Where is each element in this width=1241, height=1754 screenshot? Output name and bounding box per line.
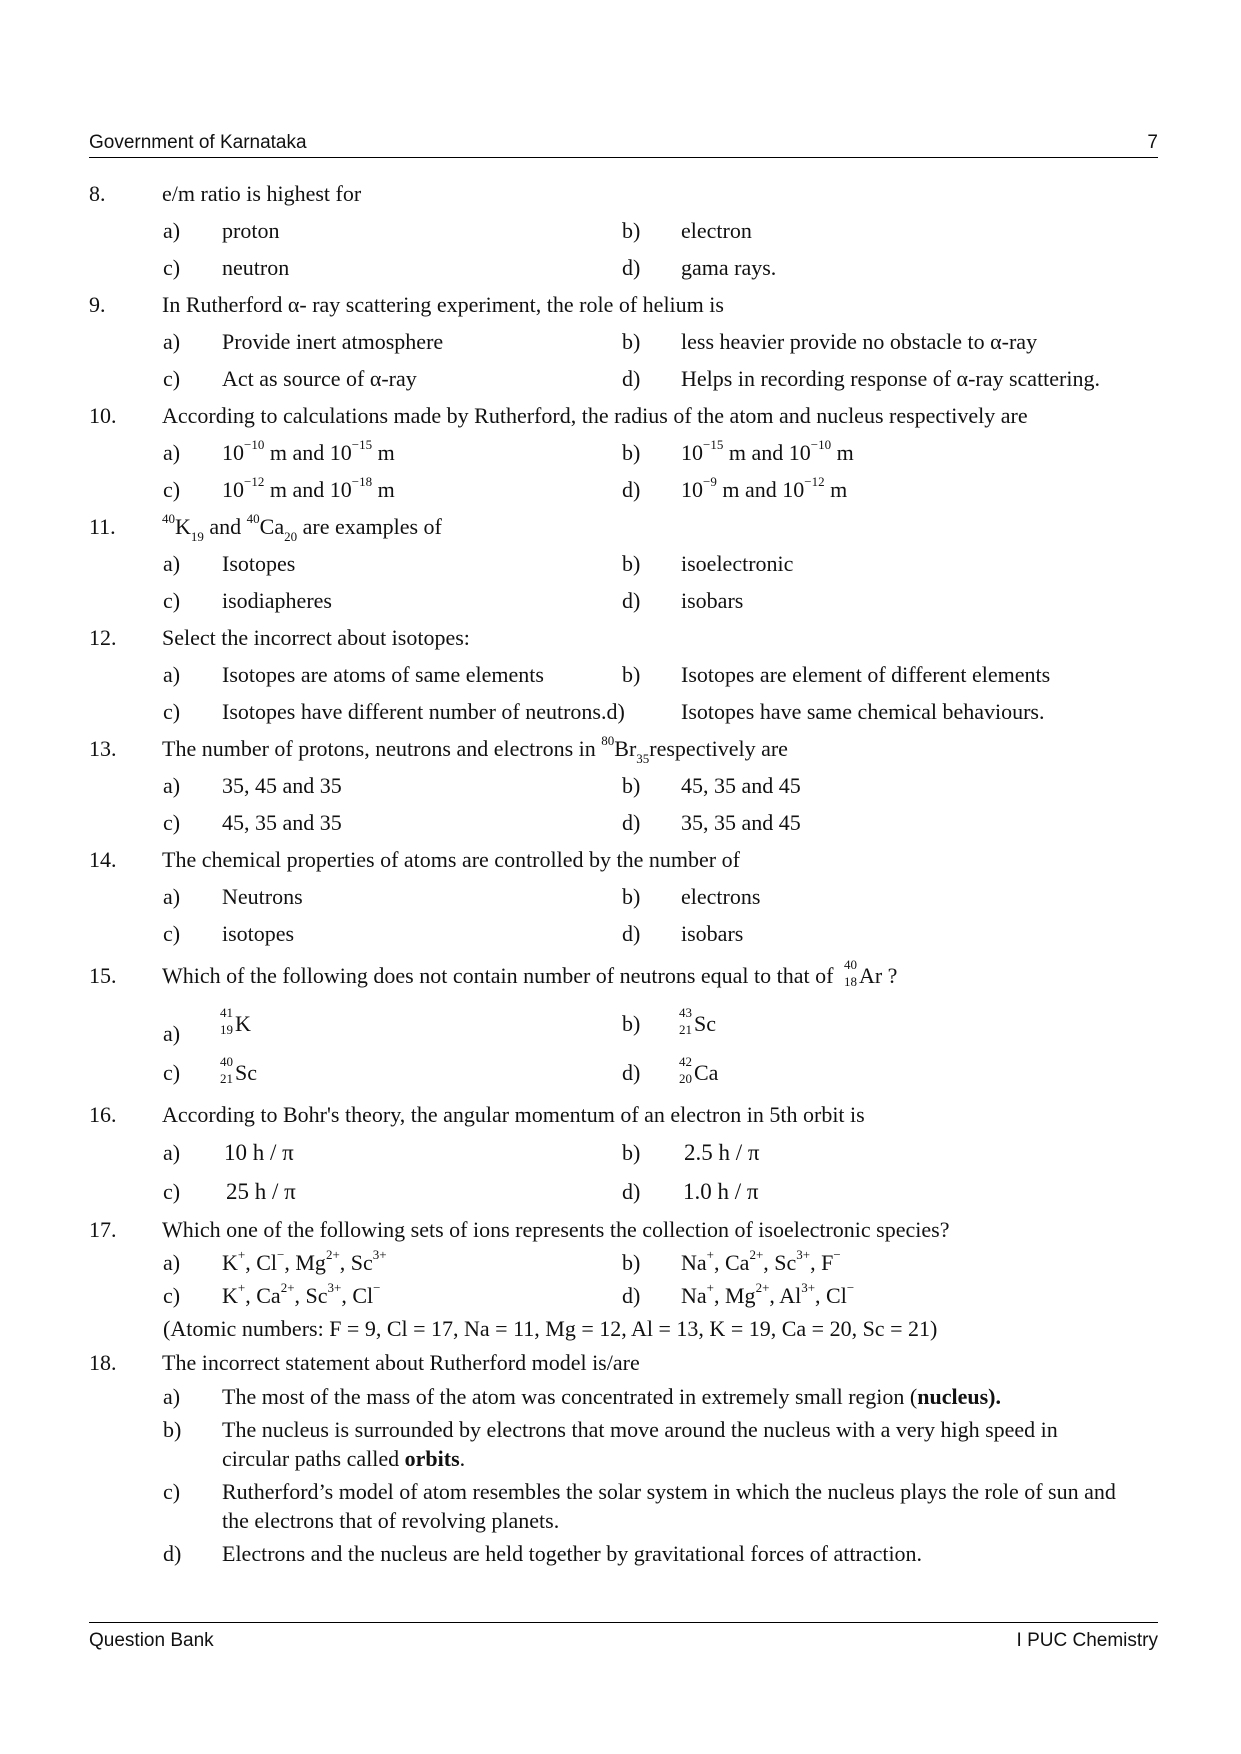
nuclide-ar: 40 18 [843, 957, 857, 989]
header-title: Government of Karnataka [89, 132, 307, 153]
question-8 [89, 180, 1159, 208]
question-number: 15. [89, 963, 117, 988]
page-number: 7 [1147, 132, 1158, 153]
footer-rule [89, 1622, 1158, 1623]
header-rule [89, 157, 1158, 158]
question-number: 18. [89, 1350, 117, 1375]
options-15: a) 41 19 K b) 43 21 Sc c) 40 21 Sc d) 42 20 Ca [163, 1005, 719, 1086]
question-text: The incorrect statement about Rutherford model is/are [162, 1350, 640, 1375]
question-text: The number of protons, neutrons and electrons in $^{80}Br_{35}respectively$ are [162, 732, 788, 767]
question-18 [89, 1349, 1159, 1377]
question-16 [89, 1101, 1159, 1129]
question-number: 8. [89, 181, 106, 206]
options-9: a) Provide inert atmosphere b) less heavier provide no obstacle to α-ray c) Act as source of α-ray d) Helps in recording response of α-ray scattering. [163, 329, 1100, 391]
footer-left: Question Bank [89, 1630, 214, 1651]
question-number: 11. [89, 514, 116, 539]
question-12 [89, 624, 1159, 652]
question-10 [89, 402, 1159, 430]
options-16: a) 10 h / π b) 2.5 h / π c) 25 h / π d) 1.0 h / π [163, 1140, 760, 1204]
option-c: c) Rutherford’s model of atom resembles the solar system in which the nucleus plays the role of sun and the electrons that of revolving planets. [163, 1479, 1116, 1533]
question-number: 9. [89, 292, 106, 317]
question-number: 13. [89, 736, 117, 761]
question-text: Which one of the following sets of ions represents the collection of isoelectronic species? [162, 1217, 950, 1242]
question-number: 10. [89, 403, 117, 428]
option-d: d) Electrons and the nucleus are held together by gravitational forces of attraction. [163, 1541, 923, 1566]
question-15 [89, 957, 1159, 990]
question-text: In Rutherford α- ray scattering experiment, the role of helium is [162, 292, 724, 317]
options-8: a) proton b) electron c) neutron d) gama rays. [163, 218, 777, 280]
footer-right: I PUC Chemistry [1016, 1630, 1158, 1651]
options-12: a) Isotopes are atoms of same elements b) Isotopes are element of different elements c) Isotopes have different number of neutrons.d) Isotopes have same chemical behaviours. [163, 662, 1051, 724]
question-14 [89, 846, 1159, 874]
question-text: Which of the following does not contain number of neutrons equal to that of 40 18 Ar ? [162, 957, 898, 989]
question-11 [89, 510, 1159, 545]
question-text: According to calculations made by Rutherford, the radius of the atom and nucleus respectively are [162, 403, 1028, 428]
question-number: 12. [89, 625, 117, 650]
question-list [89, 180, 1159, 1568]
question-text: According to Bohr's theory, the angular momentum of an electron in 5th orbit is [162, 1102, 865, 1127]
options-11: a) Isotopes b) isoelectronic c) isodiapheres d) isobars [163, 551, 794, 613]
question-17 [89, 1216, 1159, 1244]
options-18 [89, 1382, 1159, 1568]
option-b: b) The nucleus is surrounded by electrons that move around the nucleus with a very high speed in circular paths called orbits. [163, 1417, 1058, 1471]
question-number: 16. [89, 1102, 117, 1127]
options-17: a) K+, Cl−, $Mg^{2+}$, $Sc^{3+}$ b) Na+, $Ca^{2+}$, $Sc^{3+}$, F− c) K+, $Ca^{2+}$, $Sc^{3+}$, Cl− d) Na+, $Mg^{2+}$, $Al^{3+}$, Cl− (Atomic numbers: F = 9, Cl = 17, Na = 11, Mg = 12, Al = 13, K = 19, Ca = 20, Sc = 21) [163, 1246, 938, 1341]
question-text: Select the incorrect about isotopes: [162, 625, 470, 650]
option-a: a) The most of the mass of the atom was concentrated in extremely small region (nucleus). [163, 1384, 1001, 1409]
question-number: 14. [89, 847, 117, 872]
atomic-numbers-note: (Atomic numbers: F = 9, Cl = 17, Na = 11, Mg = 12, Al = 13, K = 19, Ca = 20, Sc = 21) [163, 1316, 938, 1341]
question-text: e/m ratio is highest for [162, 181, 362, 206]
question-number: 17. [89, 1217, 117, 1242]
question-13 [89, 732, 1159, 767]
options-13: a) 35, 45 and 35 b) 45, 35 and 45 c) 45, 35 and 35 d) 35, 35 and 45 [163, 773, 801, 835]
question-9 [89, 291, 1159, 319]
question-text: The chemical properties of atoms are controlled by the number of [162, 847, 740, 872]
options-10: a) $10^{-10}$ m and $10^{-15}$ m b) $10^{-15}$ m and $10^{-10}$ m c) $10^{-12}$ m and $10^{-18}$ m d) $10^{-9}$ m and $10^{-12}$ m [163, 436, 854, 502]
options-14: a) Neutrons b) electrons c) isotopes d) isobars [163, 884, 761, 946]
question-text: $^{40}K_{19}$ and $^{40}Ca_{20}$ are examples of [162, 510, 442, 545]
